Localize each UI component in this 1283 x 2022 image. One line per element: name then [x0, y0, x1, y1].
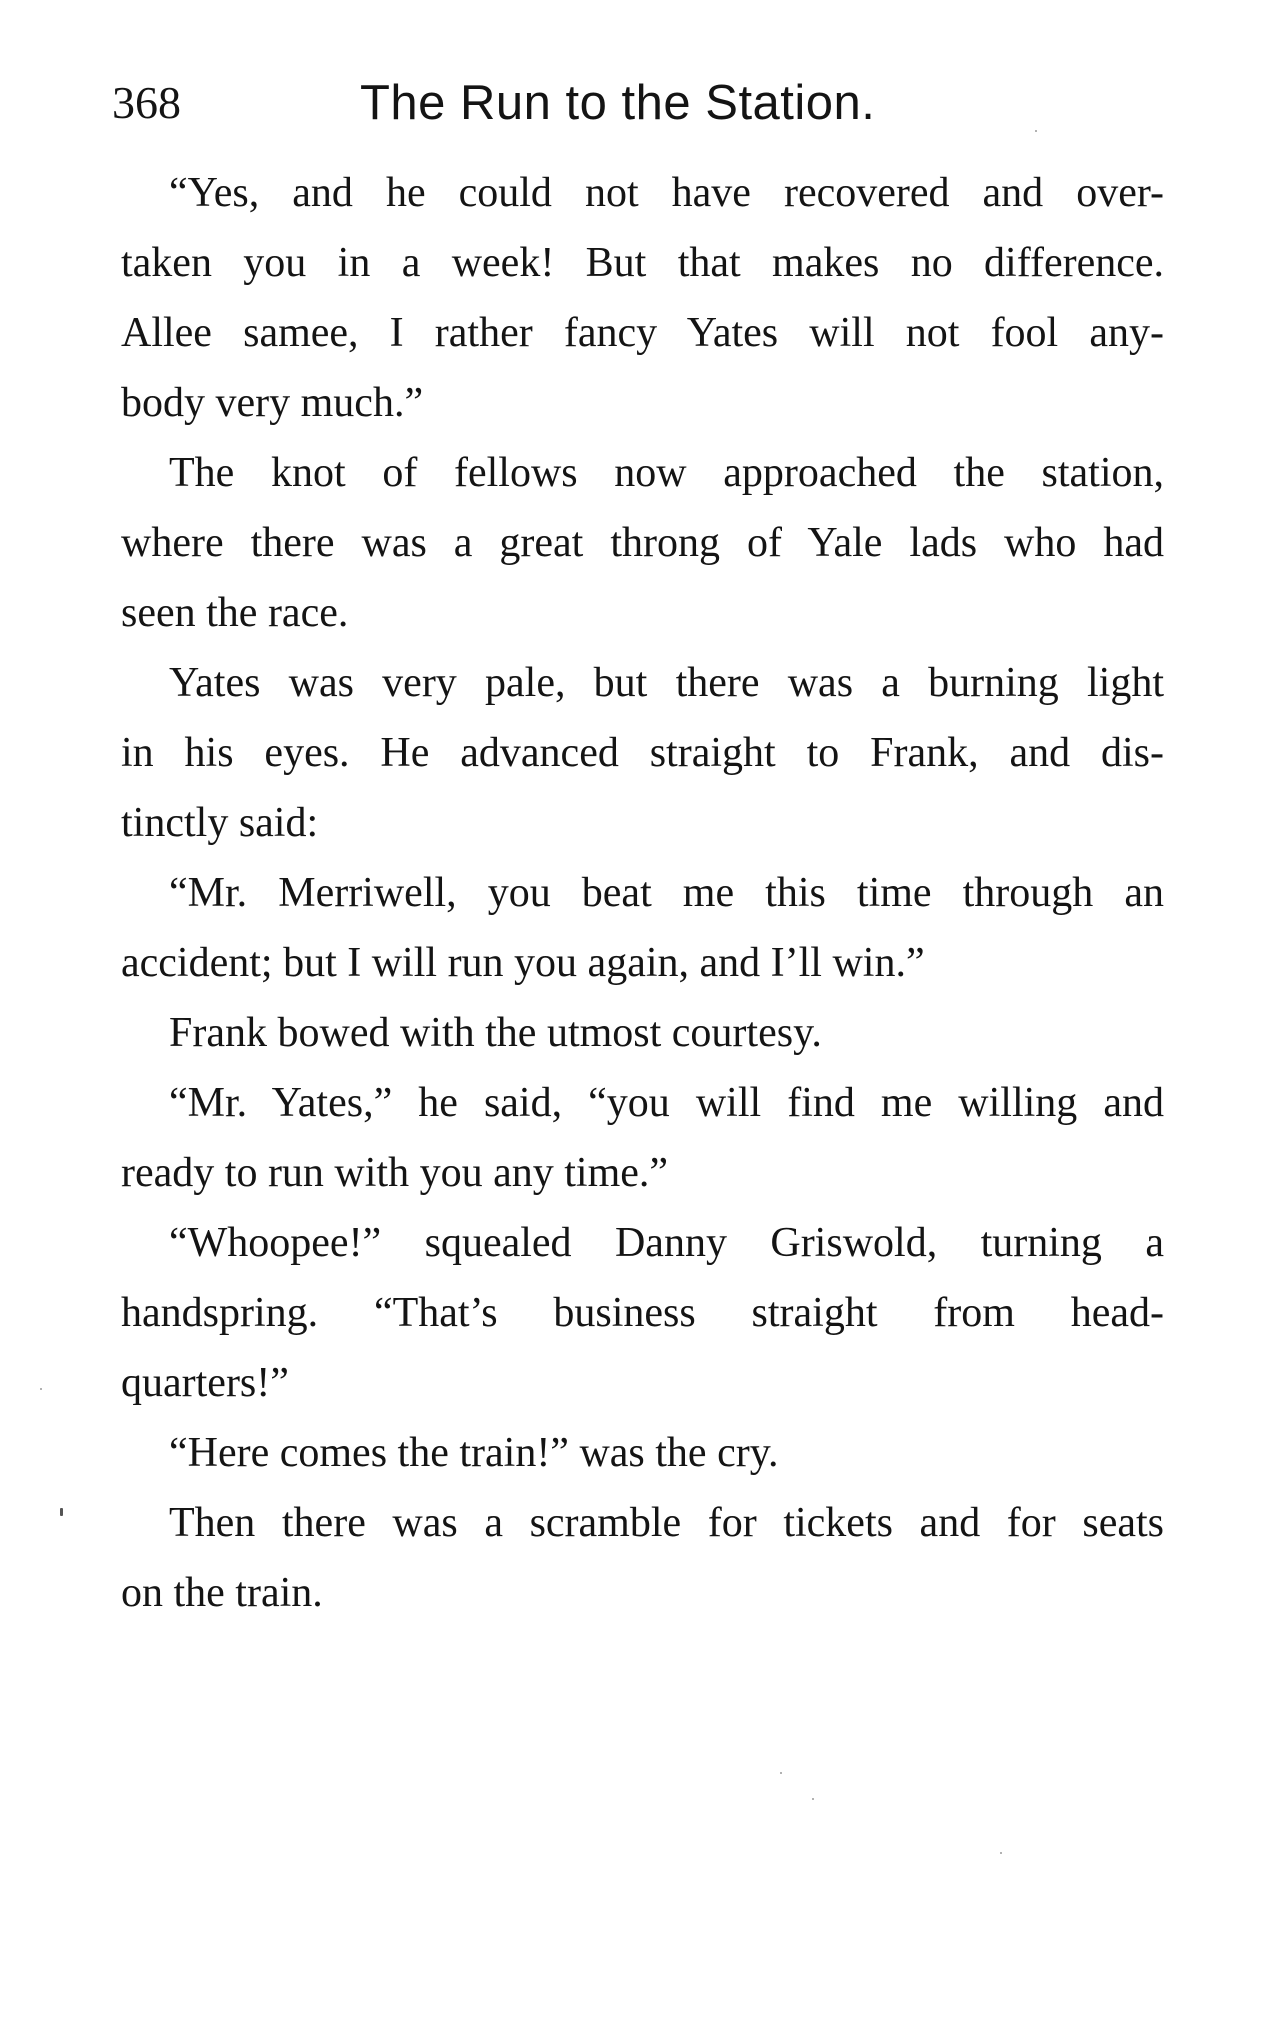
page-number: 368	[112, 77, 181, 128]
paragraph	[121, 1068, 1164, 1208]
paragraph	[121, 438, 1164, 648]
speck	[1000, 1852, 1002, 1854]
text-line: taken you in a week! But that makes no difference.	[121, 240, 1164, 286]
text-line: seen the race.	[121, 590, 349, 636]
text-line: Yates was very pale, but there was a burning light	[169, 660, 1164, 706]
speck	[812, 1798, 814, 1800]
text-line: quarters!”	[121, 1360, 289, 1406]
paragraph	[121, 1208, 1164, 1418]
text-line: accident; but I will run you again, and I’ll win.”	[121, 940, 925, 986]
text-line: Frank bowed with the utmost courtesy.	[169, 1010, 822, 1056]
speck	[60, 1508, 63, 1516]
text-line: Then there was a scramble for tickets and for seats	[169, 1500, 1164, 1546]
text-line: “Mr. Merriwell, you beat me this time through an	[169, 870, 1164, 916]
text-line: “Mr. Yates,” he said, “you will find me willing and	[169, 1080, 1164, 1126]
paragraph	[121, 648, 1164, 858]
speck	[40, 1388, 42, 1390]
running-title: The Run to the Station.	[360, 76, 876, 130]
text-line: Allee samee, I rather fancy Yates will not fool any-	[121, 310, 1164, 356]
text-line: where there was a great throng of Yale lads who had	[121, 520, 1164, 566]
text-line: “Yes, and he could not have recovered and over-	[169, 170, 1164, 216]
text-line: handspring. “That’s business straight from head-	[121, 1290, 1164, 1336]
running-head	[112, 68, 1172, 138]
text-line: body very much.”	[121, 380, 424, 426]
text-line: The knot of fellows now approached the station,	[169, 450, 1164, 496]
paragraph	[121, 1488, 1164, 1628]
text-line: tinctly said:	[121, 800, 319, 846]
speck	[780, 1772, 782, 1774]
text-line: “Whoopee!” squealed Danny Griswold, turning a	[169, 1220, 1164, 1266]
paragraph	[121, 998, 1164, 1068]
text-line: on the train.	[121, 1570, 323, 1616]
paragraph	[121, 858, 1164, 998]
paragraph	[121, 158, 1164, 438]
text-line: “Here comes the train!” was the cry.	[169, 1430, 779, 1476]
paragraph	[121, 1418, 1164, 1488]
text-line: in his eyes. He advanced straight to Frank, and dis-	[121, 730, 1164, 776]
text-line: ready to run with you any time.”	[121, 1150, 669, 1196]
speck	[1035, 130, 1037, 132]
body-text	[121, 158, 1164, 1628]
